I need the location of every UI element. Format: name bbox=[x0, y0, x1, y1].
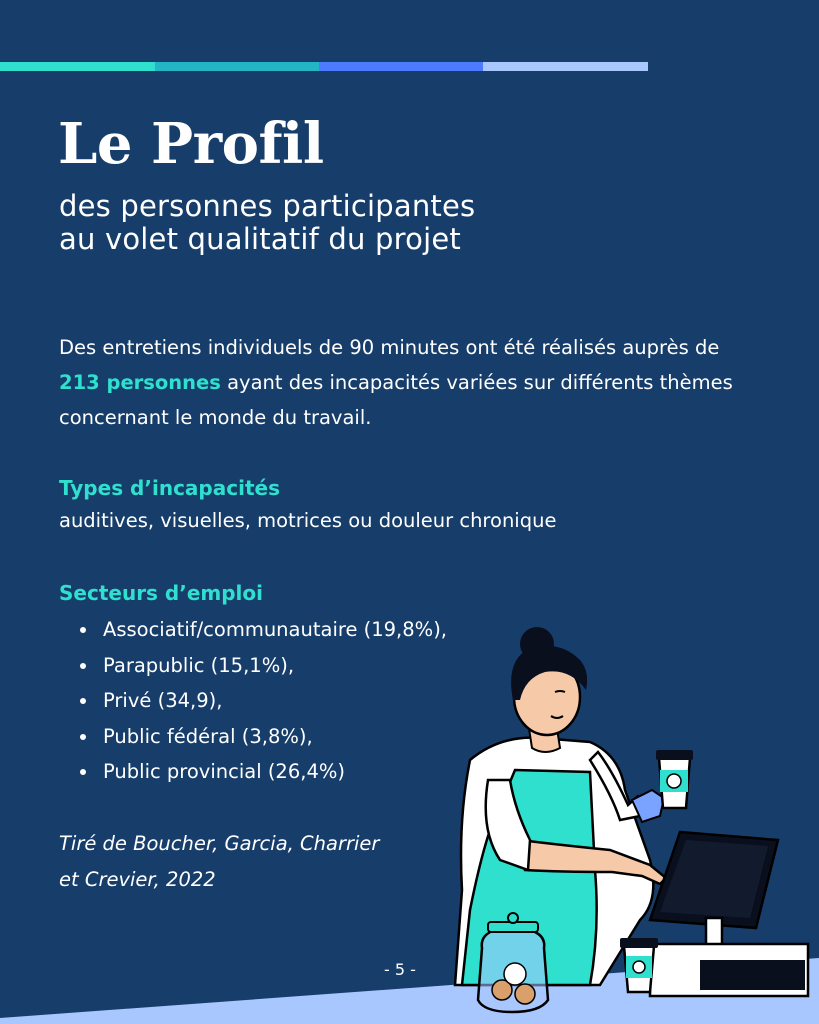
page-title: Le Profil bbox=[58, 111, 324, 177]
list-item: Parapublic (15,1%), bbox=[59, 648, 447, 684]
hair-bun-shape bbox=[520, 627, 554, 661]
list-item: Associatif/communautaire (19,8%), bbox=[59, 612, 447, 648]
decorative-color-bar bbox=[0, 62, 648, 71]
citation-line: et Crevier, 2022 bbox=[59, 868, 216, 891]
intro-text-after: ayant des incapacités variées sur différents thèmes concernant le monde du travail. bbox=[59, 371, 733, 429]
citation-line: Tiré de Boucher, Garcia, Charrier bbox=[59, 832, 380, 855]
register-stand bbox=[706, 918, 722, 946]
intro-text-before: Des entretiens individuels de 90 minutes ont été réalisés auprès de bbox=[59, 336, 720, 359]
page-subtitle bbox=[59, 190, 475, 256]
intro-paragraph bbox=[59, 330, 759, 435]
color-bar-segment-blue bbox=[319, 62, 483, 71]
subtitle-line: au volet qualitatif du projet bbox=[59, 222, 461, 256]
color-bar-segment-light-blue bbox=[483, 62, 648, 71]
list-item: Privé (34,9), bbox=[59, 683, 447, 719]
types-text: auditives, visuelles, motrices ou douleur chronique bbox=[59, 509, 557, 532]
page-number: - 5 - bbox=[384, 960, 416, 979]
sectors-heading: Secteurs d’emploi bbox=[59, 581, 264, 605]
types-heading: Types d’incapacités bbox=[59, 476, 280, 500]
color-bar-segment-teal bbox=[0, 62, 155, 71]
participant-count-highlight: 213 personnes bbox=[59, 371, 221, 394]
list-item: Public provincial (26,4%) bbox=[59, 754, 447, 790]
subtitle-line: des personnes participantes bbox=[59, 189, 476, 223]
color-bar-segment-cyan bbox=[155, 62, 319, 71]
list-item: Public fédéral (3,8%), bbox=[59, 719, 447, 755]
